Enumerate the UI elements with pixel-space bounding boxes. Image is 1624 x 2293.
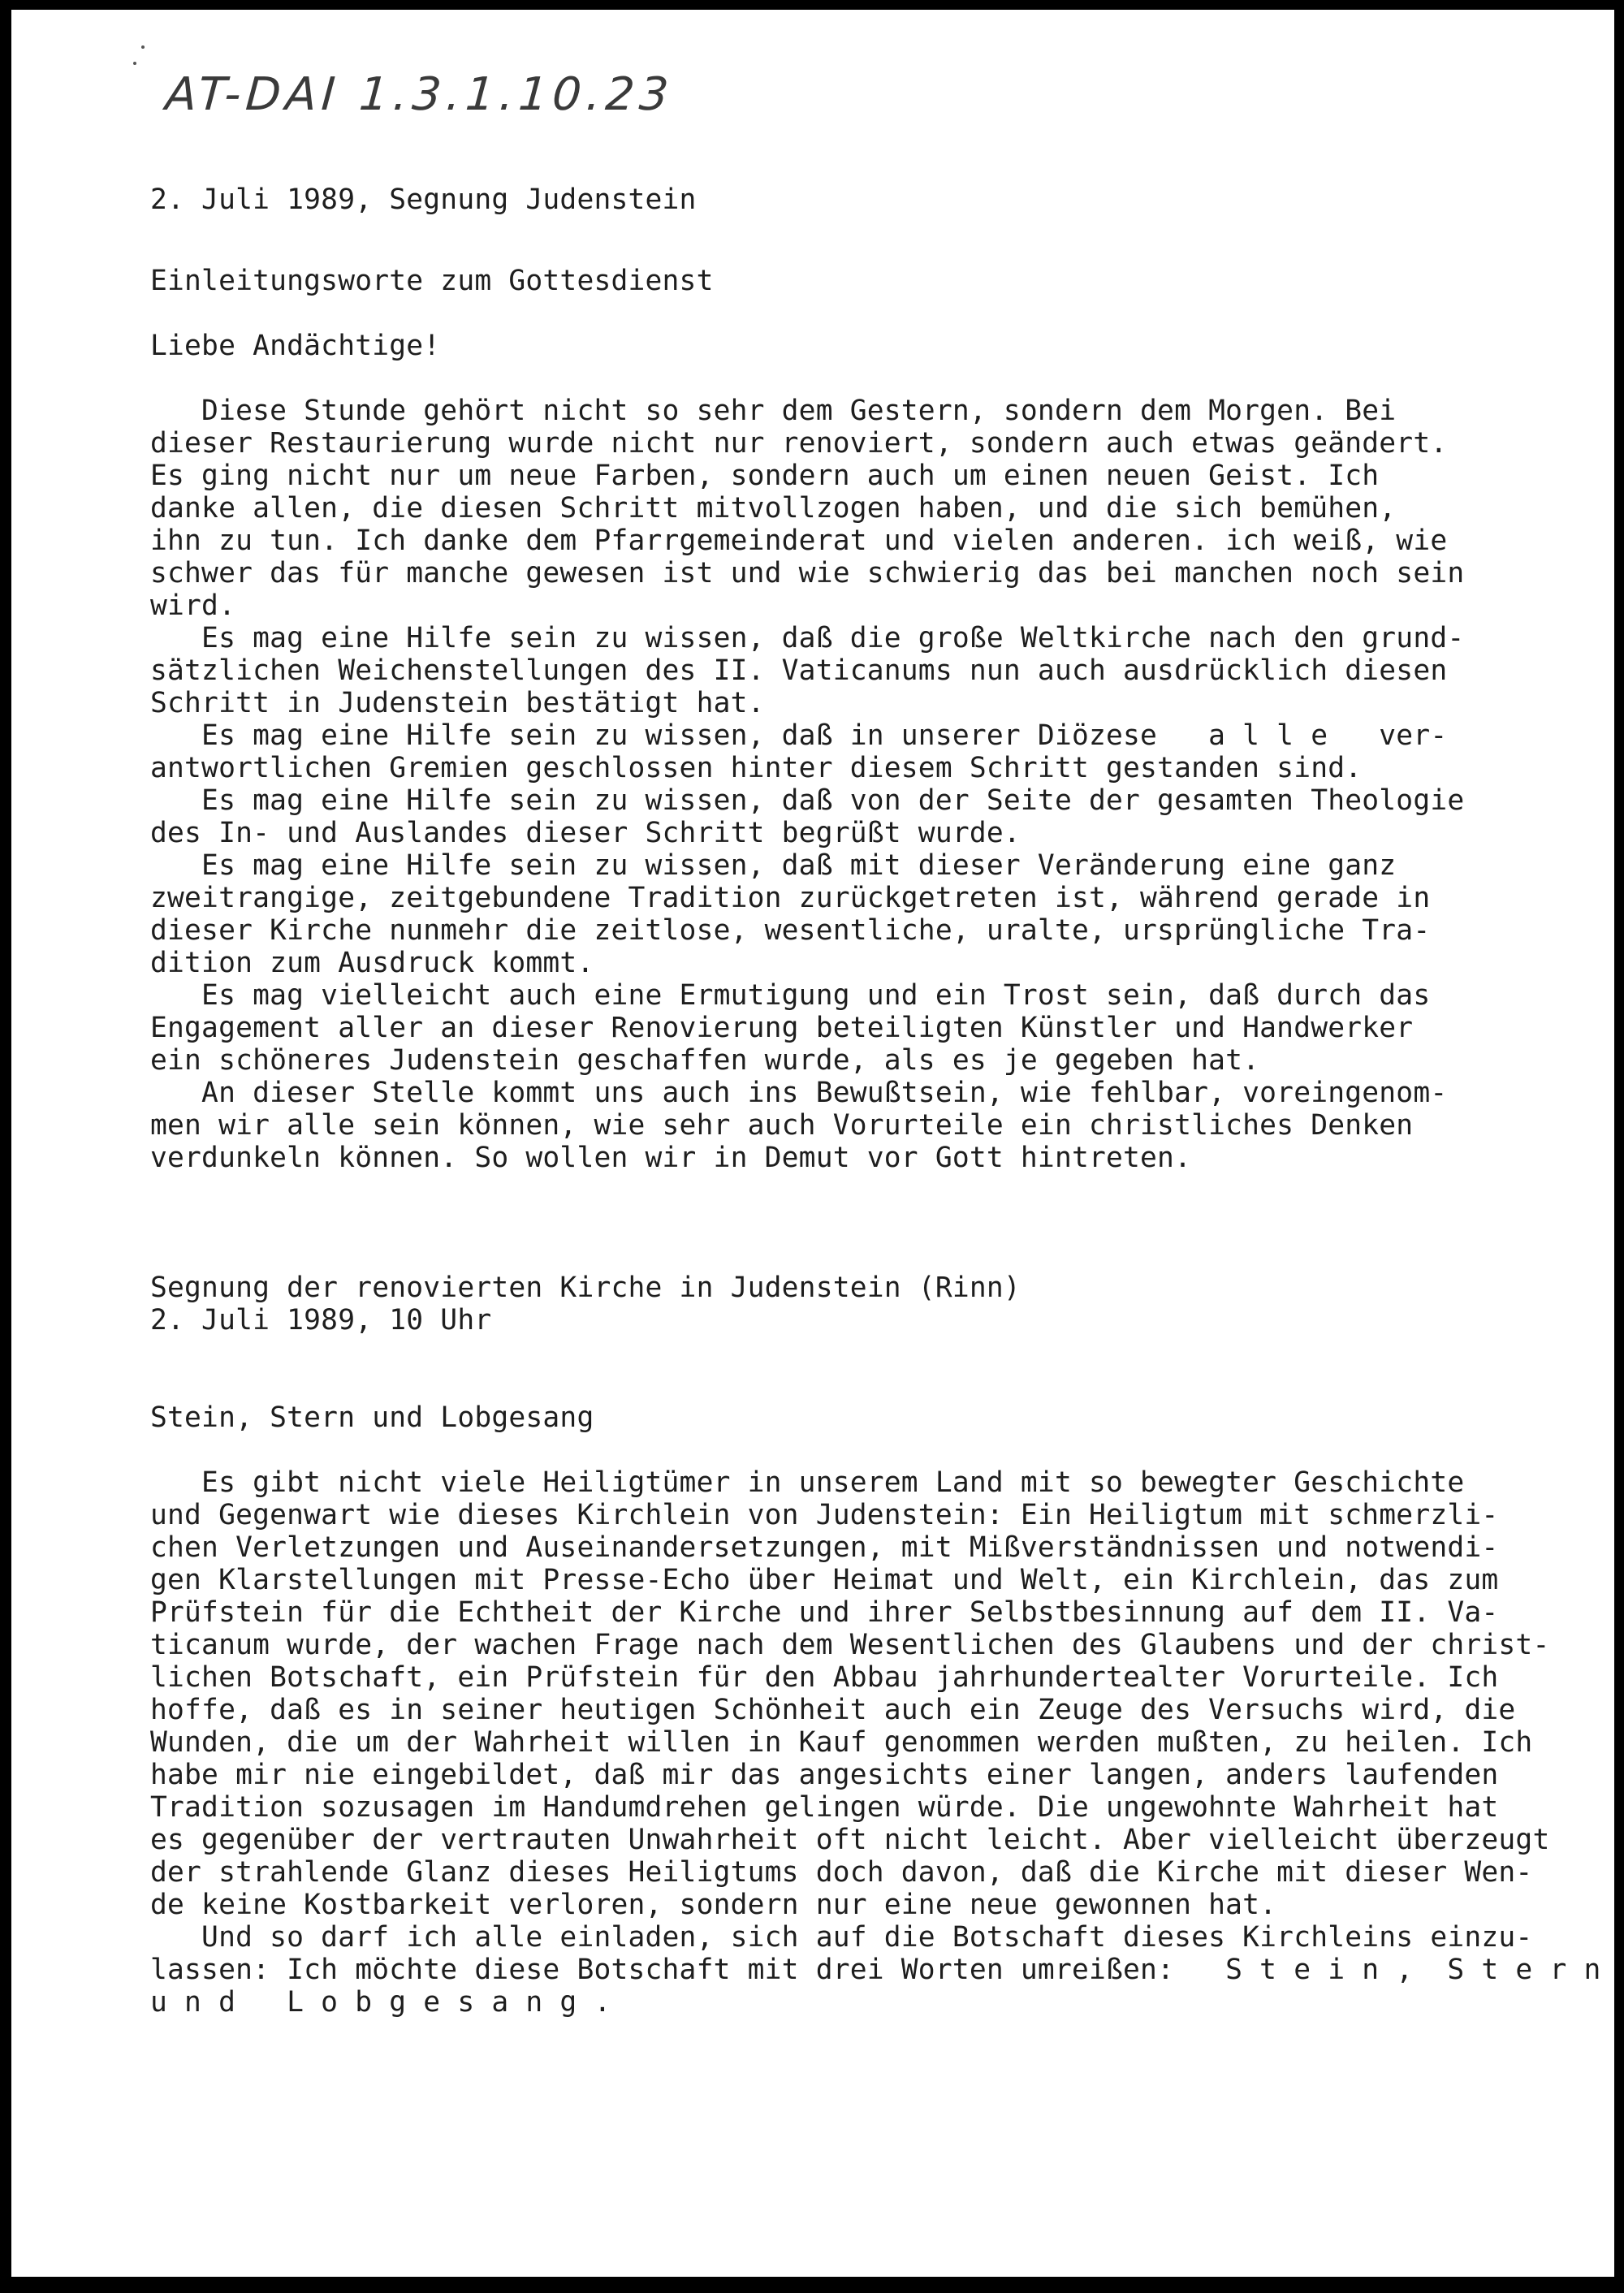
text-line: chen Verletzungen und Auseinandersetzungen, mit Mißverständnissen und notwendi- xyxy=(150,1531,1499,1564)
scan-speck xyxy=(141,45,145,49)
text-line: Es gibt nicht viele Heiligtümer in unserem Land mit so bewegter Geschichte xyxy=(150,1466,1465,1499)
section2-subtitle: Stein, Stern und Lobgesang xyxy=(150,1401,594,1434)
text-line: ihn zu tun. Ich danke dem Pfarrgemeinderat und vielen anderen. ich weiß, wie xyxy=(150,525,1448,557)
text-line: dieser Restaurierung wurde nicht nur renoviert, sondern auch etwas geändert. xyxy=(150,427,1448,460)
text-line: Wunden, die um der Wahrheit willen in Kauf genommen werden mußten, zu heilen. Ich xyxy=(150,1726,1533,1759)
text-line: hoffe, daß es in seiner heutigen Schönheit auch ein Zeuge des Versuchs wird, die xyxy=(150,1694,1516,1726)
text-line: und Gegenwart wie dieses Kirchlein von Judenstein: Ein Heiligtum mit schmerzli- xyxy=(150,1499,1499,1531)
text-line: u n d L o b g e s a n g . xyxy=(150,1986,611,2019)
text-line: Prüfstein für die Echtheit der Kirche und ihrer Selbstbesinnung auf dem II. Va- xyxy=(150,1596,1499,1629)
section1-paragraphs xyxy=(150,395,1579,1174)
section1-heading: 2. Juli 1989, Segnung Judenstein xyxy=(150,184,697,216)
text-line: des In- und Auslandes dieser Schritt begrüßt wurde. xyxy=(150,817,1021,849)
salutation: Liebe Andächtige! xyxy=(150,330,441,362)
section2-paragraphs xyxy=(150,1466,1601,2019)
document-body xyxy=(150,184,1601,2019)
text-line: dition zum Ausdruck kommt. xyxy=(150,947,594,979)
text-line: Schritt in Judenstein bestätigt hat. xyxy=(150,687,765,719)
text-line: An dieser Stelle kommt uns auch ins Bewußtsein, wie fehlbar, voreingenom- xyxy=(150,1077,1448,1109)
archive-reference-handwritten: AT-DAI 1.3.1.10.23 xyxy=(163,68,676,121)
text-line: schwer das für manche gewesen ist und wie schwierig das bei manchen noch sein xyxy=(150,557,1465,589)
text-line: Tradition sozusagen im Handumdrehen gelingen würde. Die ungewohnte Wahrheit hat xyxy=(150,1791,1499,1824)
text-line: antwortlichen Gremien geschlossen hinter diesem Schritt gestanden sind. xyxy=(150,752,1363,784)
text-line: zweitrangige, zeitgebundene Tradition zurückgetreten ist, während gerade in xyxy=(150,882,1431,914)
text-line: Diese Stunde gehört nicht so sehr dem Gestern, sondern dem Morgen. Bei xyxy=(150,395,1397,427)
text-line: Es ging nicht nur um neue Farben, sondern auch um einen neuen Geist. Ich xyxy=(150,460,1380,492)
text-line: ein schöneres Judenstein geschaffen wurde, als es je gegeben hat. xyxy=(150,1044,1260,1077)
scan-speck xyxy=(133,62,136,65)
text-line: Und so darf ich alle einladen, sich auf die Botschaft dieses Kirchleins einzu- xyxy=(150,1921,1533,1954)
text-line: habe mir nie eingebildet, daß mir das angesichts einer langen, anders laufenden xyxy=(150,1759,1499,1791)
section2-title-line2: 2. Juli 1989, 10 Uhr xyxy=(150,1304,492,1337)
text-line: de keine Kostbarkeit verloren, sondern nur eine neue gewonnen hat. xyxy=(150,1889,1277,1921)
text-line: wird. xyxy=(150,589,236,622)
text-line: lassen: Ich möchte diese Botschaft mit drei Worten umreißen: S t e i n , S t e r n xyxy=(150,1954,1601,1986)
section2-title-line1: Segnung der renovierten Kirche in Judenstein (Rinn) xyxy=(150,1272,1021,1304)
text-line: danke allen, die diesen Schritt mitvollzogen haben, und die sich bemühen, xyxy=(150,492,1397,525)
section1-subheading: Einleitungsworte zum Gottesdienst xyxy=(150,265,714,297)
text-line: Es mag vielleicht auch eine Ermutigung und ein Trost sein, daß durch das xyxy=(150,979,1431,1012)
text-line: men wir alle sein können, wie sehr auch Vorurteile ein christliches Denken xyxy=(150,1109,1414,1142)
text-line: dieser Kirche nunmehr die zeitlose, wesentliche, uralte, ursprüngliche Tra- xyxy=(150,914,1431,947)
text-line: Es mag eine Hilfe sein zu wissen, daß von der Seite der gesamten Theologie xyxy=(150,784,1465,817)
text-line: lichen Botschaft, ein Prüfstein für den Abbau jahrhundertealter Vorurteile. Ich xyxy=(150,1661,1499,1694)
text-line: sätzlichen Weichenstellungen des II. Vaticanums nun auch ausdrücklich diesen xyxy=(150,654,1448,687)
text-line: der strahlende Glanz dieses Heiligtums doch davon, daß die Kirche mit dieser Wen- xyxy=(150,1856,1533,1889)
text-line: verdunkeln können. So wollen wir in Demut vor Gott hintreten. xyxy=(150,1142,1192,1174)
text-line: ticanum wurde, der wachen Frage nach dem Wesentlichen des Glaubens und der christ- xyxy=(150,1629,1550,1661)
text-line: Es mag eine Hilfe sein zu wissen, daß in unserer Diözese a l l e ver- xyxy=(150,719,1448,752)
text-line: Engagement aller an dieser Renovierung beteiligten Künstler und Handwerker xyxy=(150,1012,1414,1044)
text-line: es gegenüber der vertrauten Unwahrheit oft nicht leicht. Aber vielleicht überzeugt xyxy=(150,1824,1550,1856)
text-line: Es mag eine Hilfe sein zu wissen, daß mit dieser Veränderung eine ganz xyxy=(150,849,1397,882)
text-line: gen Klarstellungen mit Presse-Echo über Heimat und Welt, ein Kirchlein, das zum xyxy=(150,1564,1499,1596)
document-page xyxy=(11,10,1614,2277)
text-line: Es mag eine Hilfe sein zu wissen, daß die große Weltkirche nach den grund- xyxy=(150,622,1465,654)
